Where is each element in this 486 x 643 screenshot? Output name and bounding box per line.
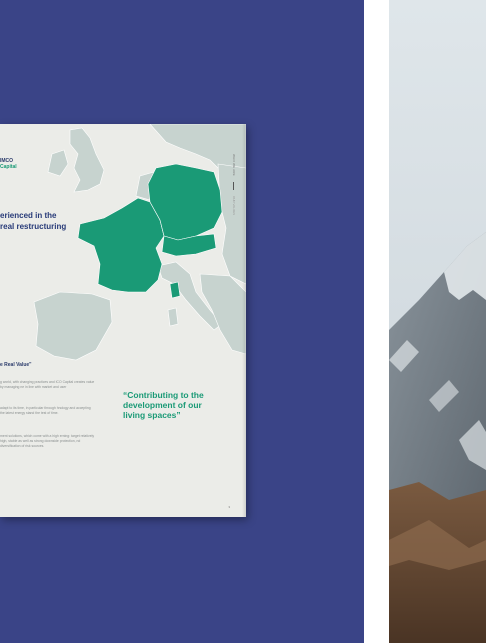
- white-gap: [364, 0, 389, 643]
- map-uk: [70, 128, 104, 192]
- body-paragraph-3: ment solutions, which come with a high erning: target relatively high, stable as well as strong downside protection, nd diversification of risk sources.: [0, 434, 95, 448]
- map-iberia: [34, 292, 112, 360]
- values-title: e Real Value": [0, 362, 32, 368]
- page-shadow: [242, 124, 246, 517]
- pull-quote: “Contributing to the development of our living spaces”: [123, 390, 204, 420]
- body-paragraph-2: adapt to its time, in particular through hnology and accepting the latest energy stand the test of time.: [0, 406, 91, 415]
- side-divider: [233, 182, 234, 190]
- mountain-illustration: [389, 0, 486, 643]
- side-label-bottom: OUR VALUES: [232, 196, 236, 216]
- logo-line2: Capital: [0, 164, 17, 170]
- map-france: [78, 198, 164, 292]
- brochure-headline: erienced in the real restructuring: [0, 211, 67, 231]
- map-corsica: [170, 282, 180, 298]
- brochure-page: [0, 124, 246, 517]
- company-logo: [0, 158, 17, 170]
- mountain-photo: [389, 0, 486, 643]
- map-sardinia: [168, 308, 178, 326]
- map-ireland: [48, 150, 68, 176]
- page-number: 3: [228, 505, 230, 509]
- europe-map: [0, 124, 246, 384]
- body-paragraph-1: g world, with changing practices and ICO Capital creates value by managing ne in line with market and user: [0, 380, 95, 389]
- side-label-top: WHO WE ARE: [232, 154, 236, 176]
- logo-line1: IMCO: [0, 158, 14, 164]
